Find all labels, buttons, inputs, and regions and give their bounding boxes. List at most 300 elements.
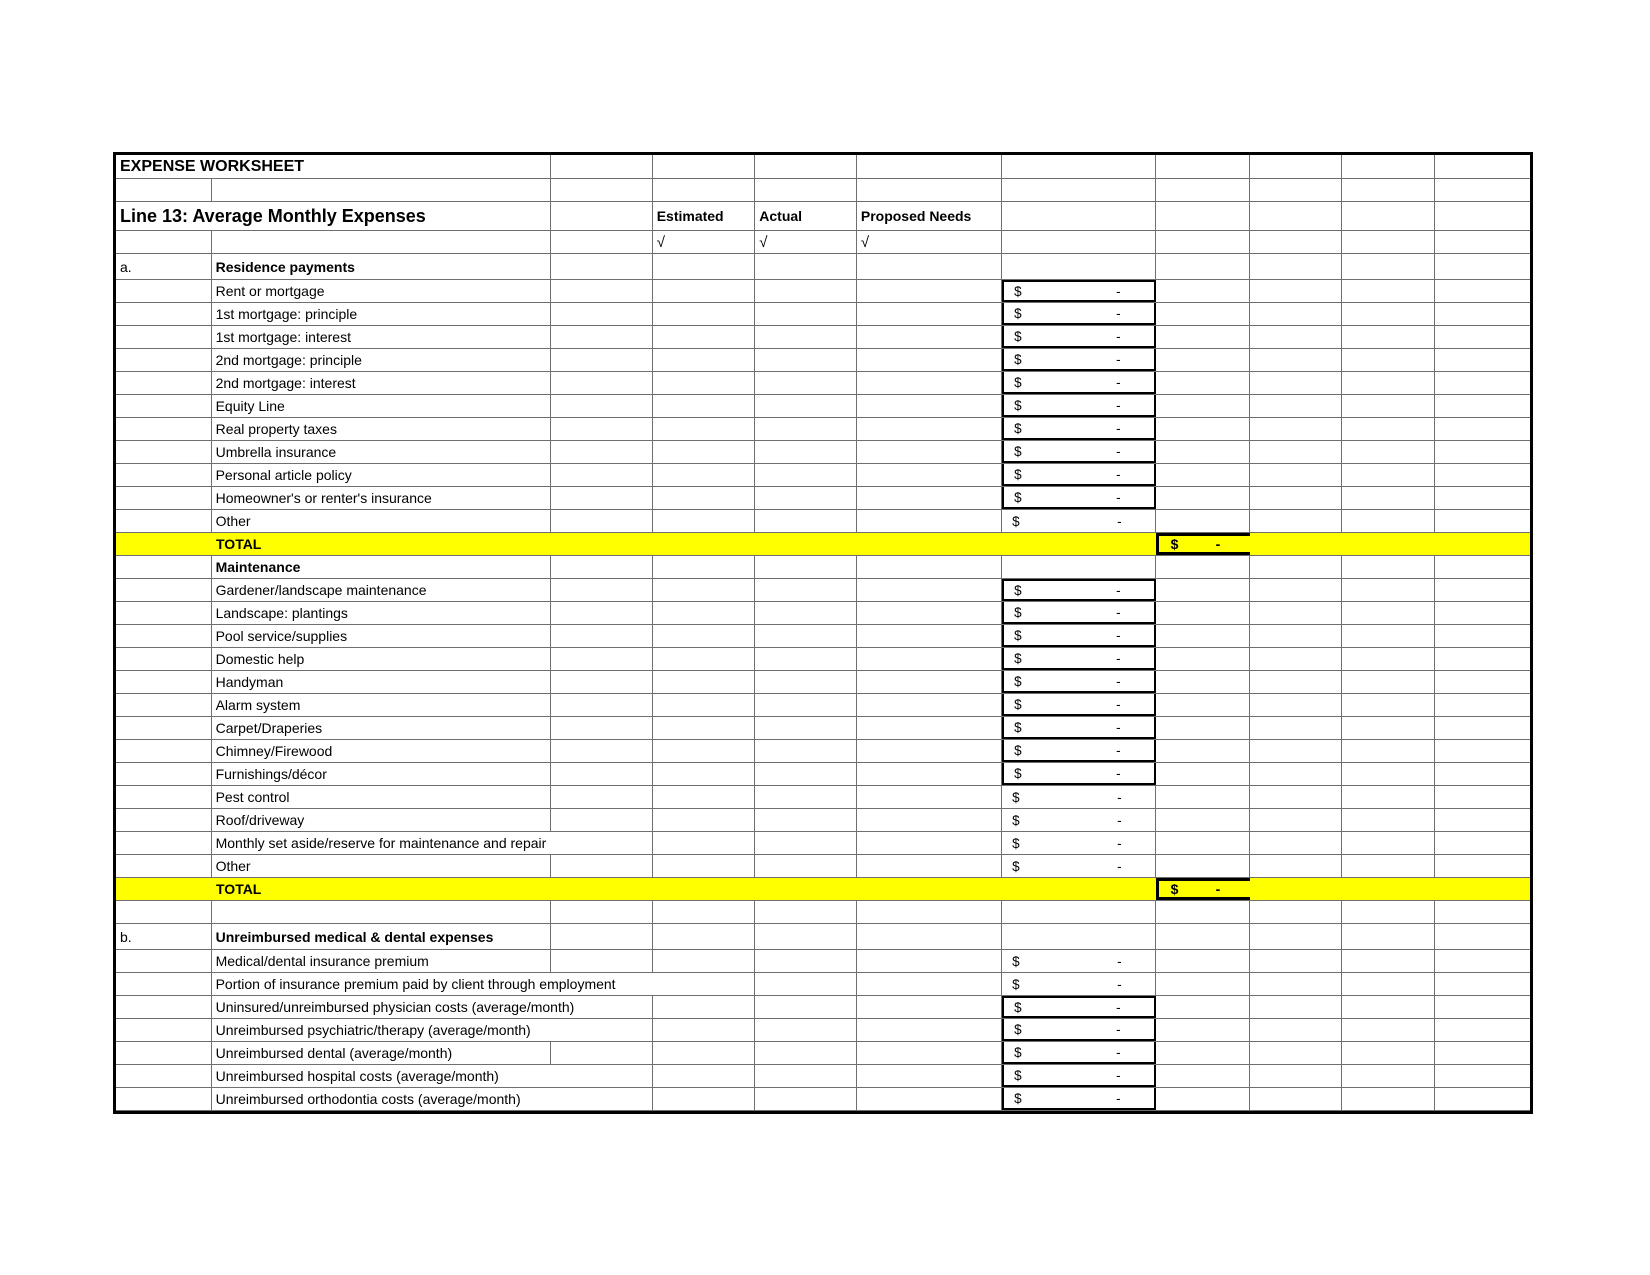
empty-cell [1250, 901, 1342, 923]
empty-cell [755, 1042, 857, 1064]
empty-cell [1156, 303, 1251, 325]
empty-cell [1435, 1019, 1530, 1041]
empty-cell [857, 786, 1002, 808]
table-row [116, 155, 1530, 179]
empty-cell [755, 973, 857, 995]
empty-cell [857, 579, 1002, 601]
actual-header-cell[interactable]: Actual [755, 202, 857, 230]
currency-symbol: $ [1014, 466, 1022, 482]
empty-cell [653, 349, 756, 371]
item-label-cell[interactable]: 2nd mortgage: interest [212, 372, 552, 394]
table-row [116, 763, 1530, 786]
empty-cell [857, 740, 1002, 762]
empty-cell [755, 901, 857, 923]
empty-cell [551, 510, 653, 532]
zero-value: - [1116, 627, 1121, 643]
empty-cell [116, 510, 212, 532]
empty-cell [1250, 950, 1342, 972]
empty-cell [551, 602, 653, 624]
item-label-cell[interactable]: Landscape: plantings [212, 602, 552, 624]
empty-cell [551, 464, 653, 486]
empty-cell [755, 855, 857, 877]
item-label-cell[interactable]: Furnishings/décor [212, 763, 552, 785]
empty-cell [116, 1088, 212, 1110]
empty-cell [1156, 763, 1251, 785]
empty-cell [1435, 1065, 1530, 1087]
amount-cell[interactable] [1002, 996, 1156, 1018]
empty-cell [1250, 254, 1342, 279]
empty-cell [857, 832, 1002, 854]
empty-cell [551, 924, 653, 949]
zero-value: - [1116, 673, 1121, 689]
item-label-cell[interactable]: Unreimbursed orthodontia costs (average/month) [212, 1088, 653, 1110]
empty-cell [116, 280, 212, 302]
empty-cell [1435, 809, 1530, 831]
empty-cell [551, 694, 653, 716]
empty-cell [857, 763, 1002, 785]
empty-cell [116, 372, 212, 394]
empty-cell [1250, 763, 1342, 785]
empty-cell [551, 155, 653, 178]
table-row [116, 579, 1530, 602]
item-label-cell[interactable]: Rent or mortgage [212, 280, 552, 302]
empty-cell [1250, 487, 1342, 509]
empty-cell [755, 1088, 857, 1110]
empty-cell [653, 254, 756, 279]
empty-cell [116, 786, 212, 808]
empty-cell [1342, 786, 1436, 808]
empty-cell [1002, 901, 1155, 923]
item-label-cell[interactable]: Carpet/Draperies [212, 717, 552, 739]
table-row [116, 740, 1530, 763]
empty-cell [1156, 579, 1251, 601]
empty-cell [1342, 717, 1436, 739]
empty-cell [1250, 832, 1342, 854]
empty-cell [1250, 155, 1342, 178]
empty-cell [1156, 1088, 1251, 1110]
empty-cell [755, 763, 857, 785]
empty-cell [1250, 786, 1342, 808]
empty-cell [1435, 441, 1530, 463]
empty-cell [1435, 579, 1530, 601]
empty-cell [1156, 740, 1251, 762]
total-amount-cell[interactable] [1156, 878, 1251, 900]
zero-value: - [1116, 397, 1121, 413]
currency-symbol: $ [1012, 976, 1020, 992]
empty-cell [1156, 1065, 1251, 1087]
empty-cell [1156, 924, 1251, 949]
amount-cell[interactable] [1002, 855, 1156, 877]
table-row [116, 694, 1530, 717]
item-label-cell[interactable]: Real property taxes [212, 418, 552, 440]
empty-cell [1435, 832, 1530, 854]
item-label-cell[interactable]: Unreimbursed hospital costs (average/month) [212, 1065, 653, 1087]
empty-cell [755, 740, 857, 762]
estimated-header-cell[interactable]: Estimated [653, 202, 756, 230]
empty-cell [1342, 855, 1436, 877]
empty-cell [653, 717, 756, 739]
amount-cell[interactable] [1002, 372, 1156, 394]
item-label-cell[interactable]: Uninsured/unreimbursed physician costs (average/month) [212, 996, 653, 1018]
currency-symbol: $ [1014, 627, 1022, 643]
amount-cell[interactable] [1002, 1019, 1156, 1041]
empty-cell [116, 1065, 212, 1087]
empty-cell [755, 809, 857, 831]
empty-cell [857, 254, 1002, 279]
empty-cell [1342, 418, 1436, 440]
empty-cell [1342, 372, 1436, 394]
amount-cell[interactable] [1002, 694, 1156, 716]
empty-cell [755, 625, 857, 647]
empty-cell [653, 155, 756, 178]
amount-cell[interactable] [1002, 579, 1156, 601]
empty-cell [1435, 418, 1530, 440]
table-row [116, 1019, 1530, 1042]
zero-value: - [1117, 953, 1122, 969]
table-row [116, 231, 1530, 254]
section-label-cell[interactable]: Maintenance [212, 556, 552, 578]
empty-cell [551, 418, 653, 440]
worksheet-title-cell[interactable]: EXPENSE WORKSHEET [116, 155, 551, 178]
amount-cell[interactable] [1002, 648, 1156, 670]
empty-cell [653, 303, 756, 325]
amount-cell[interactable] [1002, 786, 1156, 808]
empty-cell [1342, 973, 1436, 995]
zero-value: - [1117, 976, 1122, 992]
table-row [116, 996, 1530, 1019]
amount-cell[interactable] [1002, 740, 1156, 762]
empty-cell [653, 579, 756, 601]
empty-cell [1250, 717, 1342, 739]
zero-value: - [1215, 881, 1221, 897]
empty-cell [212, 901, 552, 923]
empty-cell [1156, 1019, 1251, 1041]
spreadsheet [113, 152, 1533, 1114]
empty-cell [857, 510, 1002, 532]
amount-cell[interactable] [1002, 625, 1156, 647]
empty-cell [1156, 950, 1251, 972]
empty-cell [551, 556, 653, 578]
empty-cell [755, 464, 857, 486]
total-label-cell[interactable]: TOTAL [216, 881, 262, 897]
item-label-cell[interactable]: Equity Line [212, 395, 552, 417]
total-amount-cell[interactable] [1156, 533, 1251, 555]
item-label-cell[interactable]: Roof/driveway [212, 809, 552, 831]
empty-cell [551, 303, 653, 325]
item-label-cell[interactable]: Homeowner's or renter's insurance [212, 487, 552, 509]
empty-cell [857, 1088, 1002, 1110]
zero-value: - [1116, 328, 1121, 344]
empty-cell [653, 832, 756, 854]
item-label-cell[interactable]: Chimney/Firewood [212, 740, 552, 762]
empty-cell [1156, 464, 1251, 486]
empty-cell [857, 487, 1002, 509]
empty-cell [755, 950, 857, 972]
empty-cell [1342, 579, 1436, 601]
empty-cell [857, 155, 1002, 178]
empty-cell [1342, 1065, 1436, 1087]
item-label-cell[interactable]: Gardener/landscape maintenance [212, 579, 552, 601]
empty-cell [116, 349, 212, 371]
empty-cell [116, 1019, 212, 1041]
empty-cell [857, 349, 1002, 371]
empty-cell [551, 326, 653, 348]
empty-cell [1156, 280, 1251, 302]
amount-cell[interactable] [1002, 395, 1156, 417]
amount-cell[interactable] [1002, 832, 1156, 854]
table-row [116, 717, 1530, 740]
empty-cell [1156, 254, 1251, 279]
empty-cell [1156, 441, 1251, 463]
empty-cell [1342, 1019, 1436, 1041]
empty-cell [755, 1065, 857, 1087]
section-header-cell[interactable]: Line 13: Average Monthly Expenses [116, 202, 551, 230]
amount-cell[interactable] [1002, 326, 1156, 348]
empty-cell [551, 202, 653, 230]
table-row [116, 855, 1530, 878]
empty-cell [755, 441, 857, 463]
item-label-cell[interactable]: Other [212, 510, 552, 532]
empty-cell [1156, 510, 1251, 532]
item-label-cell[interactable]: Pest control [212, 786, 552, 808]
amount-cell[interactable] [1002, 441, 1156, 463]
empty-cell [857, 602, 1002, 624]
currency-symbol: $ [1014, 443, 1022, 459]
empty-cell [1156, 694, 1251, 716]
empty-cell [857, 694, 1002, 716]
amount-cell[interactable] [1002, 349, 1156, 371]
empty-cell [653, 901, 756, 923]
empty-cell [551, 740, 653, 762]
section-label-cell[interactable]: Residence payments [212, 254, 552, 279]
total-label-cell[interactable]: TOTAL [216, 536, 262, 552]
amount-cell[interactable] [1002, 487, 1156, 509]
empty-cell [653, 740, 756, 762]
empty-cell [1250, 418, 1342, 440]
amount-cell[interactable] [1002, 950, 1156, 972]
empty-cell [1156, 418, 1251, 440]
empty-cell [1250, 996, 1342, 1018]
empty-cell [755, 349, 857, 371]
total-label-spacer [116, 533, 1156, 555]
table-row [116, 349, 1530, 372]
empty-cell [1342, 254, 1436, 279]
empty-cell [116, 487, 212, 509]
empty-cell [116, 441, 212, 463]
empty-cell [1156, 717, 1251, 739]
table-row [116, 1088, 1530, 1111]
currency-symbol: $ [1012, 953, 1020, 969]
zero-value: - [1117, 513, 1122, 529]
empty-cell [1250, 303, 1342, 325]
item-label-cell[interactable]: Portion of insurance premium paid by client through employment [212, 973, 756, 995]
amount-cell[interactable] [1002, 510, 1156, 532]
empty-cell [1435, 855, 1530, 877]
empty-cell [1250, 556, 1342, 578]
table-row [116, 901, 1530, 924]
empty-cell [1002, 556, 1155, 578]
item-label-cell[interactable]: Medical/dental insurance premium [212, 950, 552, 972]
empty-cell [1435, 973, 1530, 995]
item-label-cell[interactable]: Monthly set aside/reserve for maintenance and repair [212, 832, 653, 854]
empty-cell [1342, 464, 1436, 486]
currency-symbol: $ [1014, 1021, 1022, 1037]
amount-cell[interactable] [1002, 763, 1156, 785]
empty-cell [1156, 855, 1251, 877]
empty-cell [551, 395, 653, 417]
empty-cell [653, 648, 756, 670]
row-index-cell[interactable]: a. [116, 254, 212, 279]
empty-cell [1002, 254, 1155, 279]
empty-cell [1002, 179, 1155, 201]
empty-cell [857, 973, 1002, 995]
empty-cell [857, 303, 1002, 325]
zero-value: - [1117, 835, 1122, 851]
empty-cell [1342, 303, 1436, 325]
amount-cell[interactable] [1002, 1065, 1156, 1087]
empty-cell [1156, 155, 1251, 178]
zero-value: - [1116, 283, 1121, 299]
empty-cell [857, 717, 1002, 739]
empty-cell [116, 648, 212, 670]
table-row [116, 1065, 1530, 1088]
table-row [116, 973, 1530, 996]
empty-cell [551, 717, 653, 739]
amount-cell[interactable] [1002, 1088, 1156, 1110]
empty-cell [116, 763, 212, 785]
empty-cell [1342, 1042, 1436, 1064]
check-cell[interactable]: √ [653, 231, 756, 253]
empty-cell [755, 648, 857, 670]
empty-cell [551, 950, 653, 972]
empty-cell [1342, 202, 1436, 230]
amount-cell[interactable] [1002, 418, 1156, 440]
empty-cell [653, 510, 756, 532]
empty-cell [755, 303, 857, 325]
item-label-cell[interactable]: Handyman [212, 671, 552, 693]
empty-cell [551, 671, 653, 693]
amount-cell[interactable] [1002, 280, 1156, 302]
empty-cell [653, 464, 756, 486]
empty-cell [857, 901, 1002, 923]
empty-cell [551, 625, 653, 647]
empty-cell [116, 717, 212, 739]
empty-cell [1156, 1042, 1251, 1064]
empty-cell [1342, 996, 1436, 1018]
empty-cell [1435, 786, 1530, 808]
currency-symbol: $ [1170, 536, 1179, 552]
empty-cell [1435, 372, 1530, 394]
empty-cell [653, 950, 756, 972]
empty-cell [551, 855, 653, 877]
amount-cell[interactable] [1002, 973, 1156, 995]
empty-cell [1156, 326, 1251, 348]
zero-value: - [1116, 489, 1121, 505]
item-label-cell[interactable]: 2nd mortgage: principle [212, 349, 552, 371]
currency-symbol: $ [1014, 1090, 1022, 1106]
amount-cell[interactable] [1002, 464, 1156, 486]
empty-cell [116, 996, 212, 1018]
empty-cell [653, 855, 756, 877]
empty-cell [116, 1042, 212, 1064]
item-label-cell[interactable]: Unreimbursed psychiatric/therapy (average/month) [212, 1019, 653, 1041]
empty-cell [1435, 625, 1530, 647]
currency-symbol: $ [1014, 420, 1022, 436]
empty-cell [1435, 717, 1530, 739]
zero-value: - [1116, 1067, 1121, 1083]
currency-symbol: $ [1014, 397, 1022, 413]
empty-cell [755, 1019, 857, 1041]
empty-cell [116, 179, 212, 201]
empty-cell [116, 855, 212, 877]
item-label-cell[interactable]: Other [212, 855, 552, 877]
item-label-cell[interactable]: 1st mortgage: interest [212, 326, 552, 348]
amount-cell[interactable] [1002, 671, 1156, 693]
empty-cell [653, 694, 756, 716]
empty-cell [653, 625, 756, 647]
amount-cell[interactable] [1002, 602, 1156, 624]
empty-cell [1156, 625, 1251, 647]
item-label-cell[interactable]: Unreimbursed dental (average/month) [212, 1042, 552, 1064]
empty-cell [755, 579, 857, 601]
item-label-cell[interactable]: Umbrella insurance [212, 441, 552, 463]
empty-cell [1250, 1088, 1342, 1110]
check-cell[interactable]: √ [857, 231, 1002, 253]
empty-cell [1156, 487, 1251, 509]
amount-cell[interactable] [1002, 809, 1156, 831]
item-label-cell[interactable]: Pool service/supplies [212, 625, 552, 647]
table-row [116, 487, 1530, 510]
empty-cell [755, 487, 857, 509]
section-label-cell[interactable]: Unreimbursed medical & dental expenses [212, 924, 552, 949]
total-row [116, 533, 1530, 556]
empty-cell [551, 372, 653, 394]
total-row [116, 878, 1530, 901]
table-row [116, 809, 1530, 832]
empty-cell [1435, 671, 1530, 693]
currency-symbol: $ [1014, 374, 1022, 390]
empty-cell [1250, 202, 1342, 230]
amount-cell[interactable] [1002, 1042, 1156, 1064]
zero-value: - [1116, 374, 1121, 390]
empty-cell [1435, 179, 1530, 201]
empty-cell [857, 326, 1002, 348]
table-row [116, 648, 1530, 671]
amount-cell[interactable] [1002, 717, 1156, 739]
table-row [116, 179, 1530, 202]
empty-cell [755, 280, 857, 302]
item-label-cell[interactable]: 1st mortgage: principle [212, 303, 552, 325]
row-index-cell[interactable]: b. [116, 924, 212, 949]
empty-cell [212, 231, 552, 253]
empty-cell [1250, 179, 1342, 201]
check-cell[interactable]: √ [755, 231, 857, 253]
empty-cell [1435, 464, 1530, 486]
currency-symbol: $ [1014, 765, 1022, 781]
empty-cell [1250, 372, 1342, 394]
item-label-cell[interactable]: Domestic help [212, 648, 552, 670]
empty-cell [116, 625, 212, 647]
empty-cell [653, 996, 756, 1018]
proposed-needs-header-cell[interactable]: Proposed Needs [857, 202, 1002, 230]
item-label-cell[interactable]: Personal article policy [212, 464, 552, 486]
empty-cell [1156, 349, 1251, 371]
zero-value: - [1116, 351, 1121, 367]
empty-cell [1156, 372, 1251, 394]
empty-cell [1435, 155, 1530, 178]
item-label-cell[interactable]: Alarm system [212, 694, 552, 716]
amount-cell[interactable] [1002, 303, 1156, 325]
